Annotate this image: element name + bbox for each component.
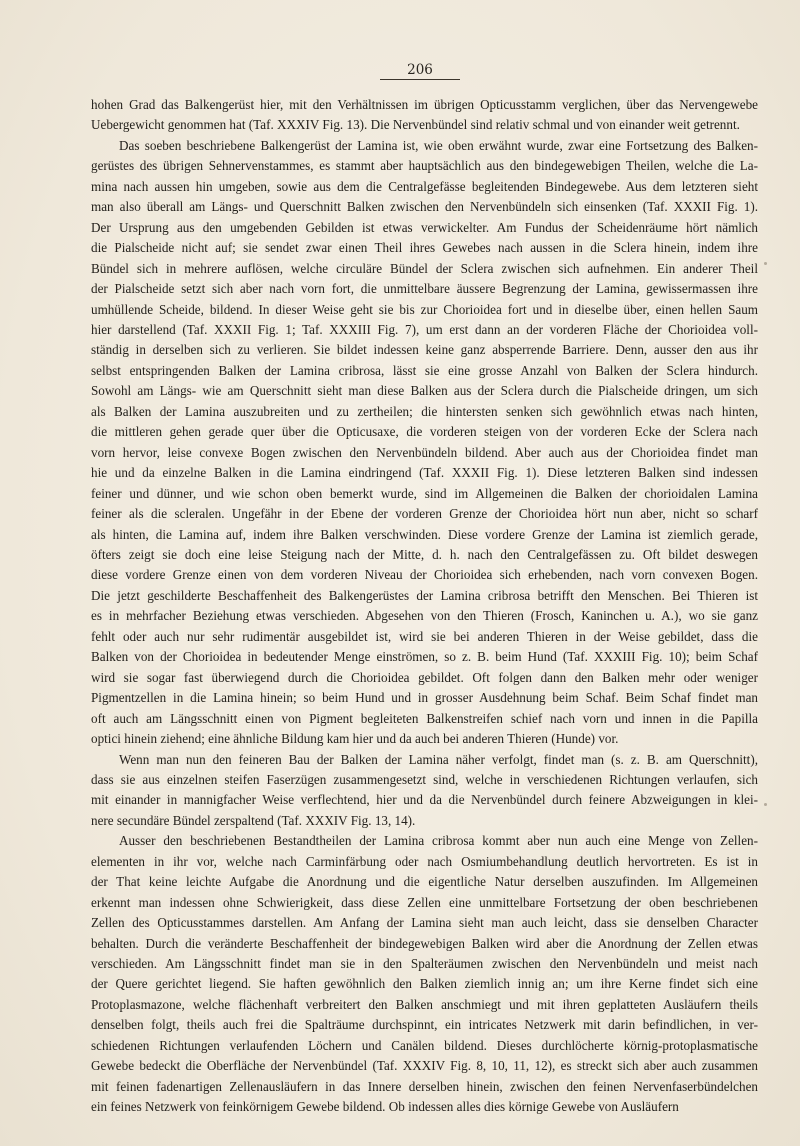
text-line: mit einander in mannigfacher Weise verflechtend, hier und da die Nervenbündel durch feinere Abzweigungen in klei- — [91, 792, 758, 808]
text-line: der Pialscheide setzt sich aber nach vorn fort, die unmittelbare äussere Begrenzung der Lamina, gewissermassen ihre — [91, 281, 758, 297]
text-line: dass sie aus einzelnen steifen Faserzügen zusammengesetzt sind, welche in verschiedenen Richtungen verlaufen, sich — [91, 771, 758, 787]
text-line: wird sie sogar fast überwiegend durch die Chorioidea gebildet. Oft folgen dann den Balken mehr oder weniger — [91, 669, 758, 685]
text-line: gerüstes des übrigen Sehnervenstammes, es stammt aber hauptsächlich aus den bindegewebigen Theilen, welche die La- — [91, 158, 758, 174]
text-line: Bündel sich in mehrere auflösen, welche circuläre Bündel der Sclera zwischen sich aufnehmen. Ein anderer Theil — [91, 260, 758, 276]
text-line: es in mehrfacher Beziehung etwas verschieden. Abgesehen von den Thieren (Frosch, Kaninchen u. A.), wo sie ganz — [91, 608, 758, 624]
text-line: als hinten, die Lamina auf, indem ihre Balken verschwinden. Diese vordere Grenze der Lamina ist ziemlich gerade, — [91, 526, 758, 542]
text-line: umhüllende Scheide, bildend. In dieser Weise geht sie bis zur Chorioidea fort und in dieselbe über, einen hellen Saum — [91, 301, 758, 317]
text-line: Balken von der Chorioidea in bedeutender Menge einströmen, so z. B. beim Hund (Taf. XXXIII Fig. 10); beim Schaf — [91, 649, 758, 665]
text-line: feiner und dünner, und wie schon oben bemerkt wurde, sind im Allgemeinen die Balken der chorioidalen Lamina — [91, 485, 758, 501]
text-line: optici hinein ziehend; eine ähnliche Bildung kam hier und da auch bei anderen Thieren (Hunde) vor. — [91, 731, 619, 747]
text-line: Der Ursprung aus den umgebenden Gebilden ist etwas verwickelter. Am Fundus der Scheidenräume hört nämlich — [91, 219, 758, 235]
text-line: diese vordere Grenze einen von dem vorderen Niveau der Chorioidea sich erhebenden, nach vorn convexen Bogen. — [91, 567, 758, 583]
text-line: behalten. Durch die veränderte Beschaffenheit der bindegewebigen Balken wird aber die Anordnung der Zellen etwas — [91, 935, 758, 951]
text-line: Protoplasmazone, welche flächenhaft verbreitert den Balken anschmiegt und mit ihren geplatteten Ausläufern theils — [91, 996, 758, 1012]
body-text — [91, 95, 758, 1118]
text-line: hohen Grad das Balkengerüst hier, mit den Verhältnissen im übrigen Opticusstamm verglichen, über das Nervengewebe — [91, 97, 758, 112]
text-line: öfters zeigt sie doch eine leise Steigung nach der Mitte, d. h. nach den Centralgefässen zu. Oft bildet deswegen — [91, 546, 758, 562]
text-line: Zellen des Opticusstammes darstellen. Am Anfang der Lamina sieht man auch leicht, dass sie denselben Character — [91, 915, 758, 931]
text-line: oft auch am Längsschnitt einen von Pigment begleiteten Balkenstreifen schief nach vorn und innen in die Papilla — [91, 710, 758, 726]
text-line: mit feinen fadenartigen Zellenausläufern in das Innere derselben hinein, zwischen den feinen Nervenfaserbündelchen — [91, 1078, 758, 1094]
text-line: hier darstellend (Taf. XXXII Fig. 1; Taf. XXXIII Fig. 7), um erst dann an der vorderen Fläche der Chorioidea voll- — [91, 321, 758, 337]
text-line: der Quere gerichtet liegend. Sie haften gewöhnlich den Balken ziemlich innig an; um ihre Kerne findet sich eine — [91, 976, 758, 992]
text-line: Die jetzt geschilderte Beschaffenheit des Balkengerüstes der Lamina cribrosa betrifft den Menschen. Bei Thieren ist — [91, 587, 758, 603]
text-line: man also überall am Längs- und Querschnitt Balken zwischen den Nervenbündeln sich einsenken (Taf. XXXII Fig. 1). — [91, 199, 758, 215]
text-line: Wenn man nun den feineren Bau der Balken der Lamina näher verfolgt, findet man (s. z. B. am Querschnitt), — [119, 751, 758, 767]
text-line: Ausser den beschriebenen Bestandtheilen der Lamina cribrosa kommt aber nun auch eine Menge von Zellen- — [119, 833, 758, 849]
paper-speck — [764, 262, 767, 265]
text-line: selbst entspringenden Balken der Lamina cribrosa, lässt sie eine grosse Anzahl von Balken der Sclera hindurch. — [91, 362, 758, 378]
text-line: Gewebe bedeckt die Oberfläche der Nervenbündel (Taf. XXXIV Fig. 8, 10, 11, 12), es streckt sich aber auch zusammen — [91, 1058, 758, 1074]
text-line: Sowohl am Längs- wie am Querschnitt sieht man diese Balken aus der Sclera durch die Pialscheide dringen, um sich — [91, 383, 758, 399]
text-line: elementen in ihr vor, welche nach Carminfärbung oder nach Osmiumbehandlung deutlich hervortreten. Es ist in — [91, 853, 758, 869]
text-line: vorn hervor, leise convexe Bogen zwischen den Nervenbündeln bildend. Aber auch aus der Chorioidea findet man — [91, 444, 758, 460]
text-line: Das soeben beschriebene Balkengerüst der Lamina ist, wie oben erwähnt wurde, zwar eine Fortsetzung des Balken- — [119, 137, 758, 153]
paper-speck — [764, 803, 767, 806]
text-line: als Balken der Lamina auszubreiten und zu zertheilen; die hintersten senken sich gewöhnlich etwas nach hinten, — [91, 403, 758, 419]
text-line: schiedenen Richtungen verlaufenden Löchern und Canälen bildend. Dieses durchlöcherte körnig-protoplasmatische — [91, 1037, 758, 1053]
text-line: die mittleren gehen gerade quer über die Opticusaxe, die vorderen steigen von der vorderen Ecke der Sclera nach — [91, 424, 758, 440]
text-line: fehlt oder auch nur sehr rudimentär ausgebildet ist, wird sie bei anderen Thieren in der Weise gebildet, dass die — [91, 628, 758, 644]
text-line: feiner als die scleralen. Ungefähr in der Ebene der vorderen Grenze der Chorioidea hört nun aber, nicht so scharf — [91, 506, 758, 522]
text-line: erkennt man indessen ohne Schwierigkeit, dass diese Zellen eine unmittelbare Fortsetzung der oben beschriebenen — [91, 894, 758, 910]
text-line: ständig in derselben sich zu verlieren. Sie bildet indessen keine ganz absperrende Barriere. Denn, ausser den aus ihr — [91, 342, 758, 358]
text-line: der That keine leichte Aufgabe die Anordnung und die eigentliche Natur derselben auszufinden. Im Allgemeinen — [91, 874, 758, 890]
text-line: hie und da einzelne Balken in die Lamina eindringend (Taf. XXXII Fig. 1). Diese letzteren Balken sind indessen — [91, 465, 758, 481]
text-line: Uebergewicht genommen hat (Taf. XXXIV Fig. 13). Die Nervenbündel sind relativ schmal und von einander weit getrennt. — [91, 117, 740, 133]
text-line: nere secundäre Bündel zerspaltend (Taf. XXXIV Fig. 13, 14). — [91, 812, 416, 828]
text-line: ein feines Netzwerk von feinkörnigem Gewebe bildend. Ob indessen alles dies körnige Gewebe von Ausläufern — [91, 1099, 679, 1115]
text-line: verschieden. Am Längsschnitt findet man sie in den Spalteräumen zwischen den Nervenbündeln und meist nach — [91, 956, 758, 972]
text-line: Pigmentzellen in die Lamina hinein; so beim Hund und in grosser Ausdehnung beim Schaf. Beim Schaf findet man — [91, 690, 758, 706]
text-line: denselben folgt, theils auch frei die Spalträume durchspinnt, ein intricates Netzwerk mit darin befindlichen, in ver- — [91, 1017, 758, 1033]
page-number: 206 — [380, 62, 460, 80]
text-line: die Pialscheide nicht auf; sie sendet zwar einen Theil ihres Gewebes nach aussen in die Sclera hinein, indem ihre — [91, 240, 758, 256]
text-line: mina nach aussen hin umgeben, sowie aus dem die Centralgefässe begleitenden Bindegewebe. Aus dem letzteren sieht — [91, 178, 758, 194]
